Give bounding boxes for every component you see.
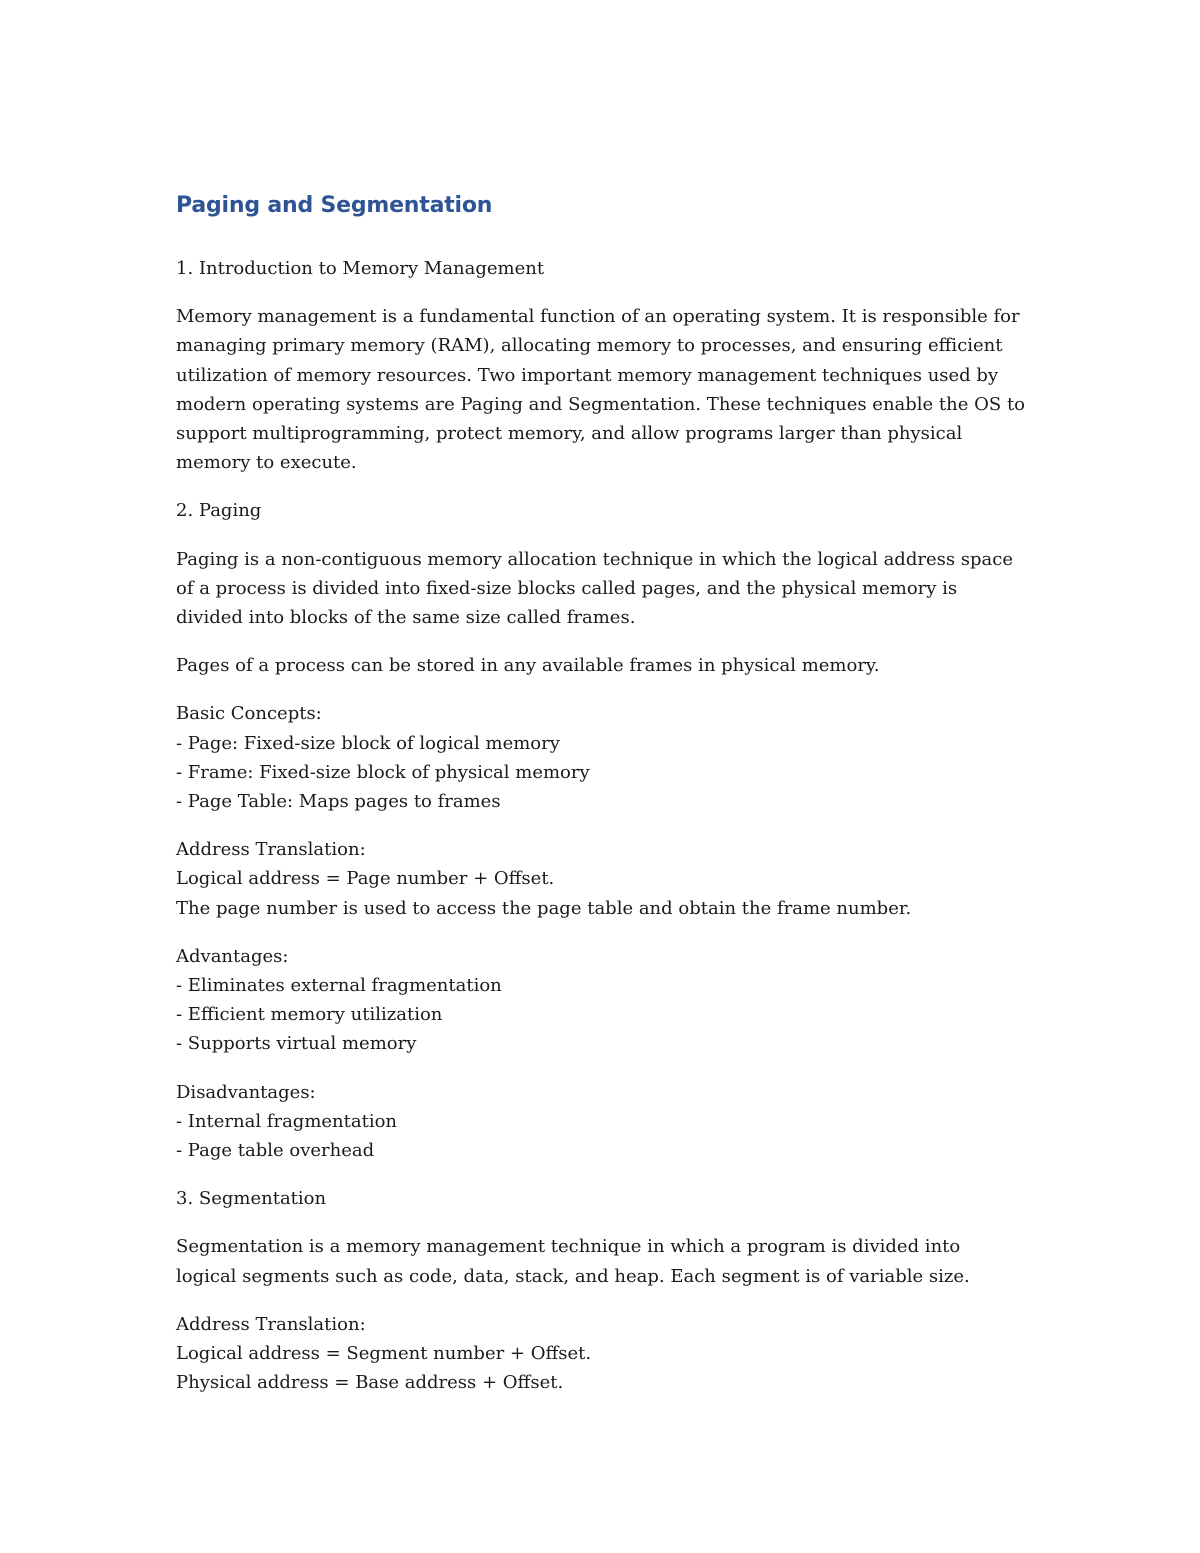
paragraph-line: utilization of memory resources. Two important memory management techniques used by bbox=[176, 364, 999, 386]
paragraph-line: modern operating systems are Paging and Segmentation. These techniques enable the OS to bbox=[176, 393, 1026, 415]
paragraph-line: managing primary memory (RAM), allocating memory to processes, and ensuring efficient bbox=[176, 335, 1003, 357]
document-body bbox=[176, 188, 1036, 1417]
list-item: - Supports virtual memory bbox=[176, 1033, 417, 1055]
list-item: - Page table overhead bbox=[176, 1140, 375, 1162]
section-heading-paging: 2. Paging bbox=[176, 500, 262, 522]
list-item: - Frame: Fixed-size block of physical memory bbox=[176, 761, 590, 783]
list-label: Basic Concepts: bbox=[176, 703, 322, 725]
list-item: Physical address = Base address + Offset. bbox=[176, 1372, 564, 1394]
list-label: Address Translation: bbox=[176, 1313, 366, 1335]
basic-concepts-list bbox=[176, 699, 1036, 816]
paragraph-line: of a process is divided into fixed-size blocks called pages, and the physical memory is bbox=[176, 577, 958, 599]
list-item: - Eliminates external fragmentation bbox=[176, 975, 502, 997]
paragraph-line: divided into blocks of the same size called frames. bbox=[176, 607, 636, 629]
paging-definition bbox=[176, 545, 1036, 633]
disadvantages-list bbox=[176, 1078, 1036, 1166]
segmentation-definition bbox=[176, 1232, 1036, 1290]
list-label: Advantages: bbox=[176, 945, 289, 967]
list-item: - Page Table: Maps pages to frames bbox=[176, 791, 501, 813]
list-item: - Page: Fixed-size block of logical memory bbox=[176, 732, 560, 754]
advantages-list bbox=[176, 942, 1036, 1059]
list-label: Address Translation: bbox=[176, 839, 366, 861]
section-heading-segmentation: 3. Segmentation bbox=[176, 1188, 327, 1210]
segmentation-address-translation bbox=[176, 1310, 1036, 1398]
paragraph-line: Memory management is a fundamental function of an operating system. It is responsible for bbox=[176, 306, 1020, 328]
document-title: Paging and Segmentation bbox=[176, 193, 493, 218]
list-item: The page number is used to access the page table and obtain the frame number. bbox=[176, 897, 912, 919]
paging-address-translation bbox=[176, 835, 1036, 923]
paragraph-line: logical segments such as code, data, stack, and heap. Each segment is of variable size. bbox=[176, 1265, 970, 1287]
list-label: Disadvantages: bbox=[176, 1081, 316, 1103]
paging-frames-note: Pages of a process can be stored in any available frames in physical memory. bbox=[176, 655, 880, 677]
paragraph-line: memory to execute. bbox=[176, 452, 357, 474]
paragraph-line: support multiprogramming, protect memory, and allow programs larger than physical bbox=[176, 423, 963, 445]
paragraph-line: Paging is a non-contiguous memory allocation technique in which the logical address space bbox=[176, 548, 1014, 570]
section-heading-intro: 1. Introduction to Memory Management bbox=[176, 258, 545, 279]
list-item: - Internal fragmentation bbox=[176, 1110, 398, 1132]
paragraph-line: Segmentation is a memory management technique in which a program is divided into bbox=[176, 1236, 961, 1258]
list-item: Logical address = Segment number + Offset. bbox=[176, 1343, 592, 1365]
list-item: - Efficient memory utilization bbox=[176, 1004, 443, 1026]
list-item: Logical address = Page number + Offset. bbox=[176, 868, 555, 890]
intro-paragraph bbox=[176, 302, 1036, 477]
